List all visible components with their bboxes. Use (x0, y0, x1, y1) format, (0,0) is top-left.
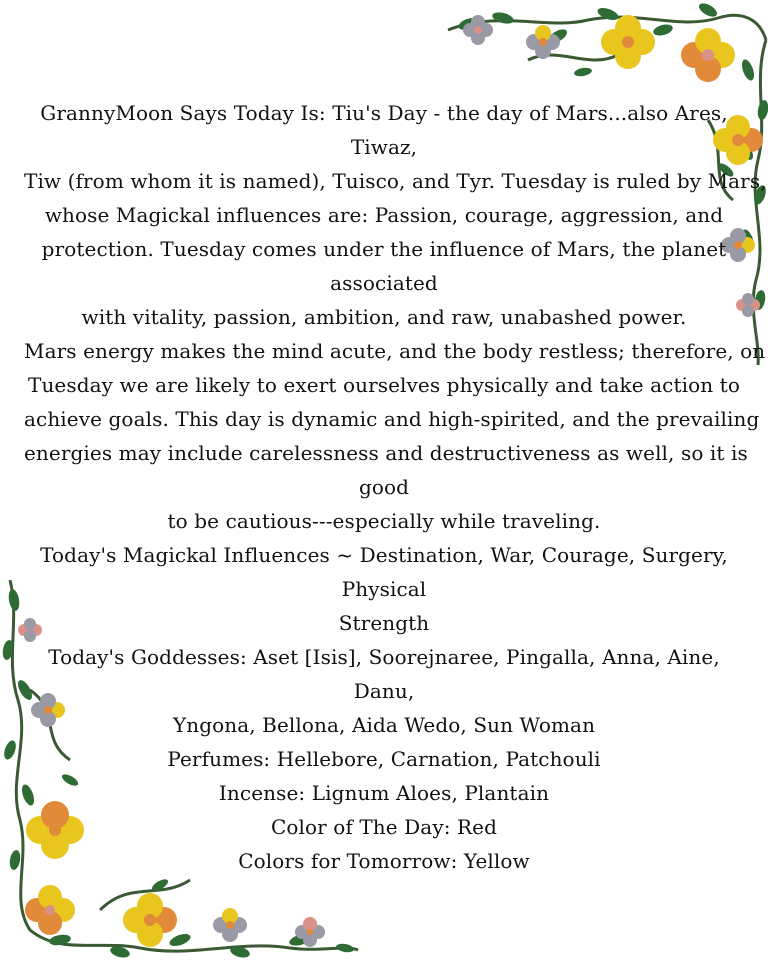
text-line: with vitality, passion, ambition, and raw, unabashed power. (81, 305, 687, 329)
text-line: energies may include carelessness and destructiveness as well, so it is (24, 441, 748, 465)
text-line: to be cautious---especially while traveling. (167, 509, 601, 533)
text-line: associated (330, 271, 438, 295)
text-line: Today's Magickal Influences ~ Destination, War, Courage, Surgery, (40, 543, 728, 567)
text-line: whose Magickal influences are: Passion, courage, aggression, and (44, 203, 724, 227)
text-line: Tiwaz, (350, 135, 418, 159)
text-line: GrannyMoon Says Today Is: Tiu's Day - the day of Mars...also Ares, (40, 101, 728, 125)
text-line: Tuesday we are likely to exert ourselves physically and take action to (28, 373, 740, 397)
text-line: Incense: Lignum Aloes, Plantain (218, 781, 550, 805)
text-line: Today's Goddesses: Aset [Isis], Soorejnaree, Pingalla, Anna, Aine, (48, 645, 720, 669)
text-line: Mars energy makes the mind acute, and the body restless; therefore, on (24, 339, 766, 363)
text-line: protection. Tuesday comes under the influence of Mars, the planet (41, 237, 727, 261)
text-line: achieve goals. This day is dynamic and high-spirited, and the prevailing (24, 407, 760, 431)
text-line: Physical (341, 577, 427, 601)
text-line: Danu, (353, 679, 415, 703)
text-line: Strength (338, 611, 430, 635)
document-body (24, 96, 767, 872)
text-line: Tiw (from whom it is named), Tuisco, and Tyr. Tuesday is ruled by Mars, (24, 169, 767, 193)
text-line: Colors for Tomorrow: Yellow (238, 849, 530, 872)
text-line: Yngona, Bellona, Aida Wedo, Sun Woman (172, 713, 596, 737)
text-line: Color of The Day: Red (270, 815, 498, 839)
text-line: Perfumes: Hellebore, Carnation, Patchouli (167, 747, 601, 771)
text-line: good (358, 475, 410, 499)
